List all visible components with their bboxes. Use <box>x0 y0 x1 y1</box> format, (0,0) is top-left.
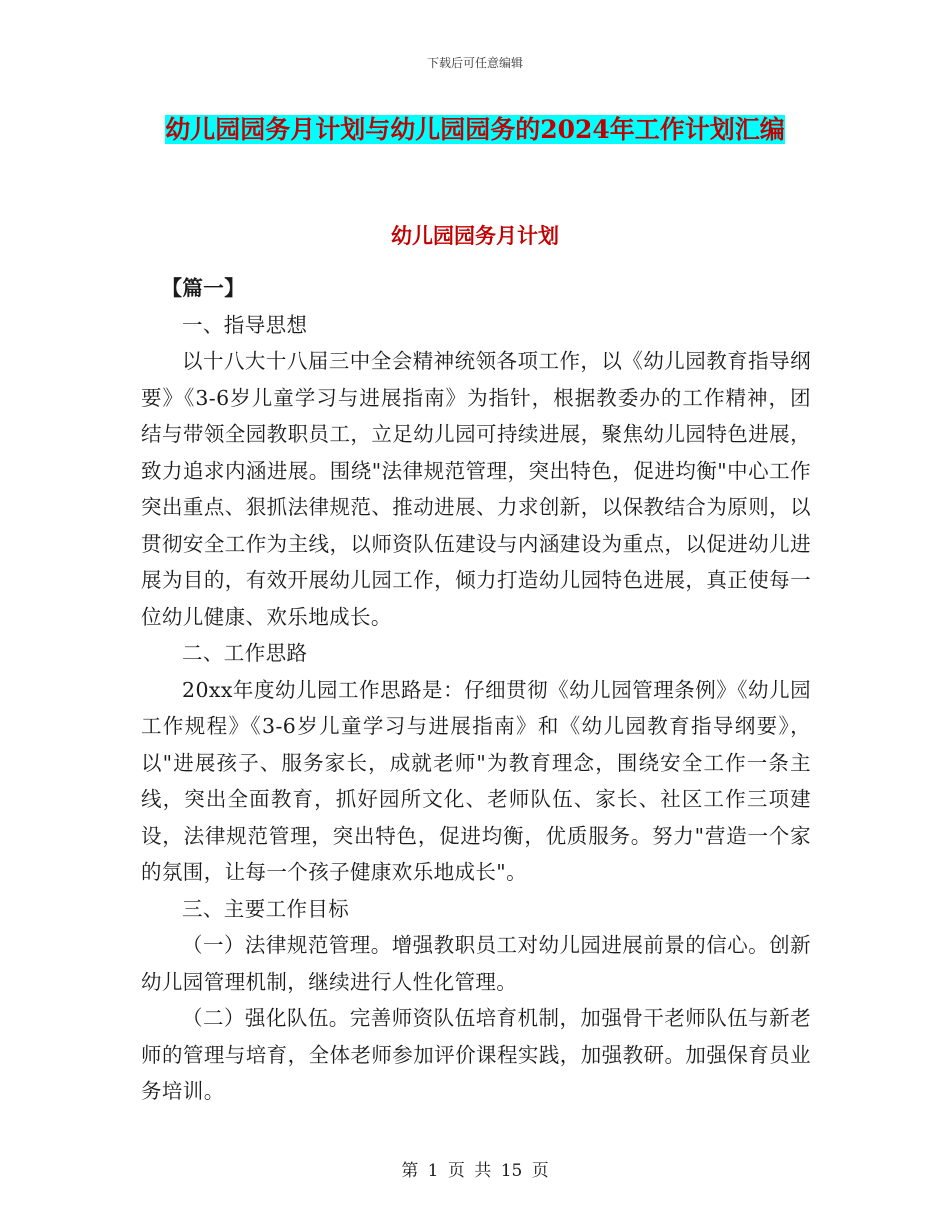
heading-guiding-ideology: 一、指导思想 <box>182 312 308 337</box>
section-title: 幼儿园园务月计划 <box>391 223 559 248</box>
document-title-text: 幼儿园园务月计划与幼儿园园务的2024年工作计划汇编 <box>165 115 785 144</box>
part-label: 【篇一】 <box>161 276 246 300</box>
page-header-note: 下载后可任意编辑 <box>426 56 523 70</box>
heading-work-approach: 二、工作思路 <box>182 641 308 665</box>
paragraph-guiding-ideology: 以十八大十八届三中全会精神统领各项工作，以《幼儿园教育指导纲要》《3-6岁儿童学习与进展指南》为指针，根据教委办的工作精神，团结与带领全园教职员工，立足幼儿园可持续进展，聚焦幼儿园特色进展，致力追求内涵进展。围绕"法律规范管理，突出特色，促进均衡"中心工作突出重点、狠抓法律规范、推动进展、力求创新，以保教结合为原则，以贯彻安全工作为主线，以师资队伍建设与内涵建设为重点，以促进幼儿进展为目的，有效开展幼儿园工作，倾力打造幼儿园特色进展，真正使每一位幼儿健康、欢乐地成长。 <box>141 349 811 629</box>
heading-main-goals: 三、主要工作目标 <box>182 896 350 921</box>
paragraph-goal-management: （一）法律规范管理。增强教职员工对幼儿园进展前景的信心。创新幼儿园管理机制，继续进行人性化管理。 <box>141 933 811 994</box>
page-footer: 第 1 页 共 15 页 <box>401 1161 549 1181</box>
paragraph-work-approach: 20xx年度幼儿园工作思路是：仔细贯彻《幼儿园管理条例》《幼儿园工作规程》《3-6岁儿童学习与进展指南》和《幼儿园教育指导纲要》，以"进展孩子、服务家长，成就老师"为教育理念，围绕安全工作一条主线，突出全面教育，抓好园所文化、老师队伍、家长、社区工作三项建设，法律规范管理，突出特色，促进均衡，优质服务。努力"营造一个家的氛围，让每一个孩子健康欢乐地成长"。 <box>141 677 811 884</box>
document-body <box>141 270 811 1110</box>
document-title <box>140 108 810 152</box>
paragraph-goal-team: （二）强化队伍。完善师资队伍培育机制，加强骨干老师队伍与新老师的管理与培育，全体老师参加评价课程实践，加强教研。加强保育员业务培训。 <box>141 1006 811 1103</box>
